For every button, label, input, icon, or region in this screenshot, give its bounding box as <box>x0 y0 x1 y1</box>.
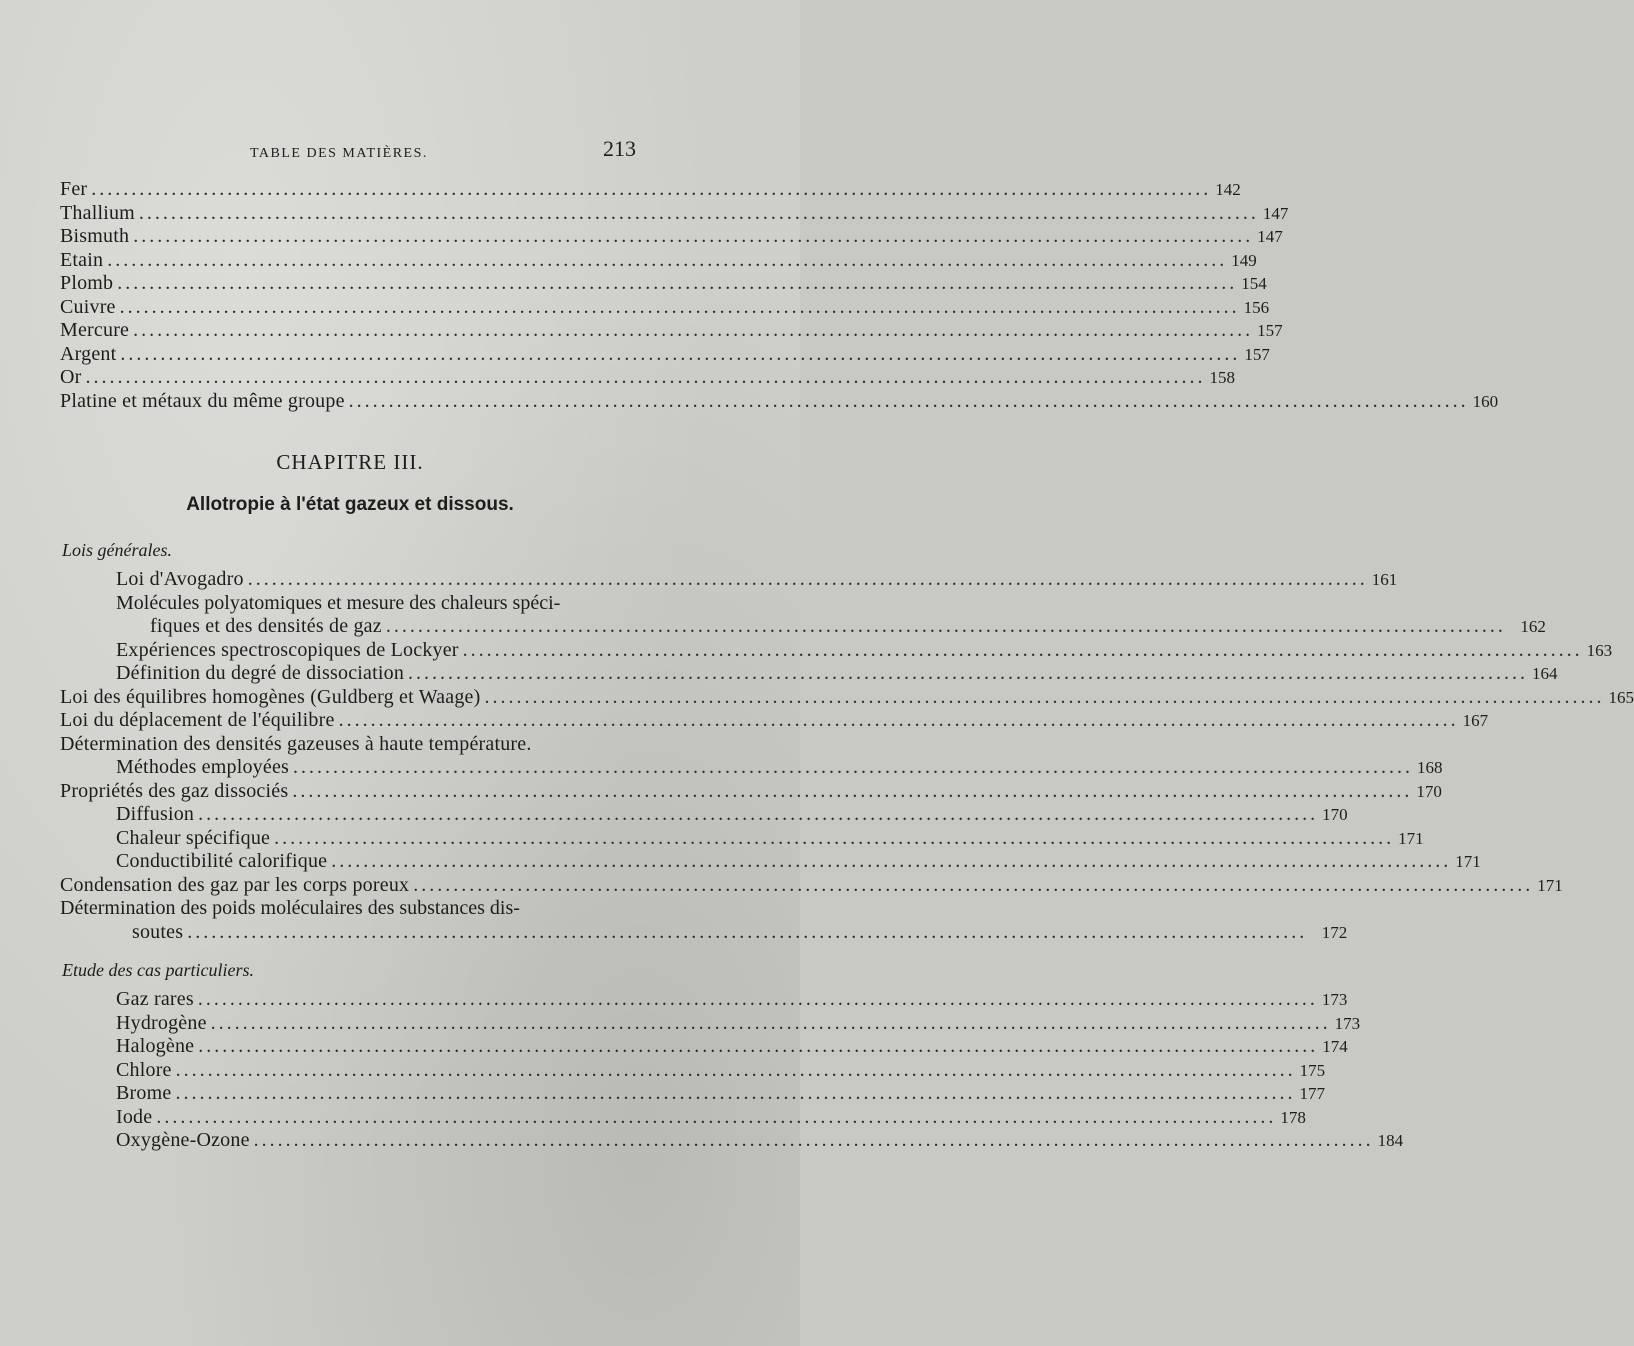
page-header <box>60 136 640 170</box>
toc-entry: Hydrogène ..... 173 <box>60 1012 640 1036</box>
toc-entry: Or ..... 158 <box>60 366 640 390</box>
toc-entry: Gaz rares ..... 173 <box>60 988 640 1012</box>
section-lois-list <box>60 568 1634 944</box>
running-title: TABLE DES MATIÈRES. <box>250 146 428 161</box>
toc-entry: Fer ..... 142 <box>60 178 640 202</box>
chapter-title: CHAPITRE III. <box>276 450 424 474</box>
toc-entry: Plomb ..... 154 <box>60 272 640 296</box>
toc-entry: Mercure ..... 157 <box>60 319 640 343</box>
toc-entry: Propriétés des gaz dissociés ..... 170 <box>60 780 640 804</box>
toc-entry: Détermination des poids moléculaires des substances dis- soutes ..... 172 <box>60 897 640 944</box>
toc-entry: Platine et métaux du même groupe ..... 160 <box>60 390 640 414</box>
toc-entry: Conductibilité calorifique ..... 171 <box>60 850 640 874</box>
toc-entry: Loi d'Avogadro ..... 161 <box>60 568 640 592</box>
toc-entry: Argent ..... 157 <box>60 343 640 367</box>
toc-entry: Bismuth ..... 147 <box>60 225 640 249</box>
toc-entry: Loi des équilibres homogènes (Guldberg et Waage) ..... 165 <box>60 686 640 710</box>
toc-entry: Loi du déplacement de l'équilibre ..... 167 <box>60 709 640 733</box>
toc-entry: Définition du degré de dissociation ..... 164 <box>60 662 640 686</box>
toc-entry: Etain ..... 149 <box>60 249 640 273</box>
toc-entry: Thallium ..... 147 <box>60 202 640 226</box>
toc-entry: Chlore ..... 175 <box>60 1059 640 1083</box>
toc-entry: Méthodes employées ..... 168 <box>60 756 640 780</box>
toc-entry: Chaleur spécifique ..... 171 <box>60 827 640 851</box>
toc-entry: Halogène ..... 174 <box>60 1035 640 1059</box>
toc-entry: Brome ..... 177 <box>60 1082 640 1106</box>
page-number: 213 <box>603 136 636 161</box>
section-heading-etude: Etude des cas particuliers. <box>62 960 254 980</box>
section-etude-list <box>60 988 1404 1153</box>
chapter-subtitle: Allotropie à l'état gazeux et dissous. <box>186 494 514 515</box>
toc-entry: Oxygène-Ozone ..... 184 <box>60 1129 640 1153</box>
toc-entry: Détermination des densités gazeuses à haute température. <box>60 732 532 755</box>
toc-entry: Molécules polyatomiques et mesure des chaleurs spéci- fiques et des densités de gaz ..... 162 <box>60 592 640 639</box>
toc-entry: Condensation des gaz par les corps poreux ..... 171 <box>60 874 640 898</box>
section-heading-lois: Lois générales. <box>62 540 172 560</box>
toc-entry: Iode ..... 178 <box>60 1106 640 1130</box>
toc-entry: Diffusion ..... 170 <box>60 803 640 827</box>
toc-entry: Cuivre ..... 156 <box>60 296 640 320</box>
first-list <box>60 178 1499 413</box>
toc-entry: Expériences spectroscopiques de Lockyer ..... 163 <box>60 639 640 663</box>
